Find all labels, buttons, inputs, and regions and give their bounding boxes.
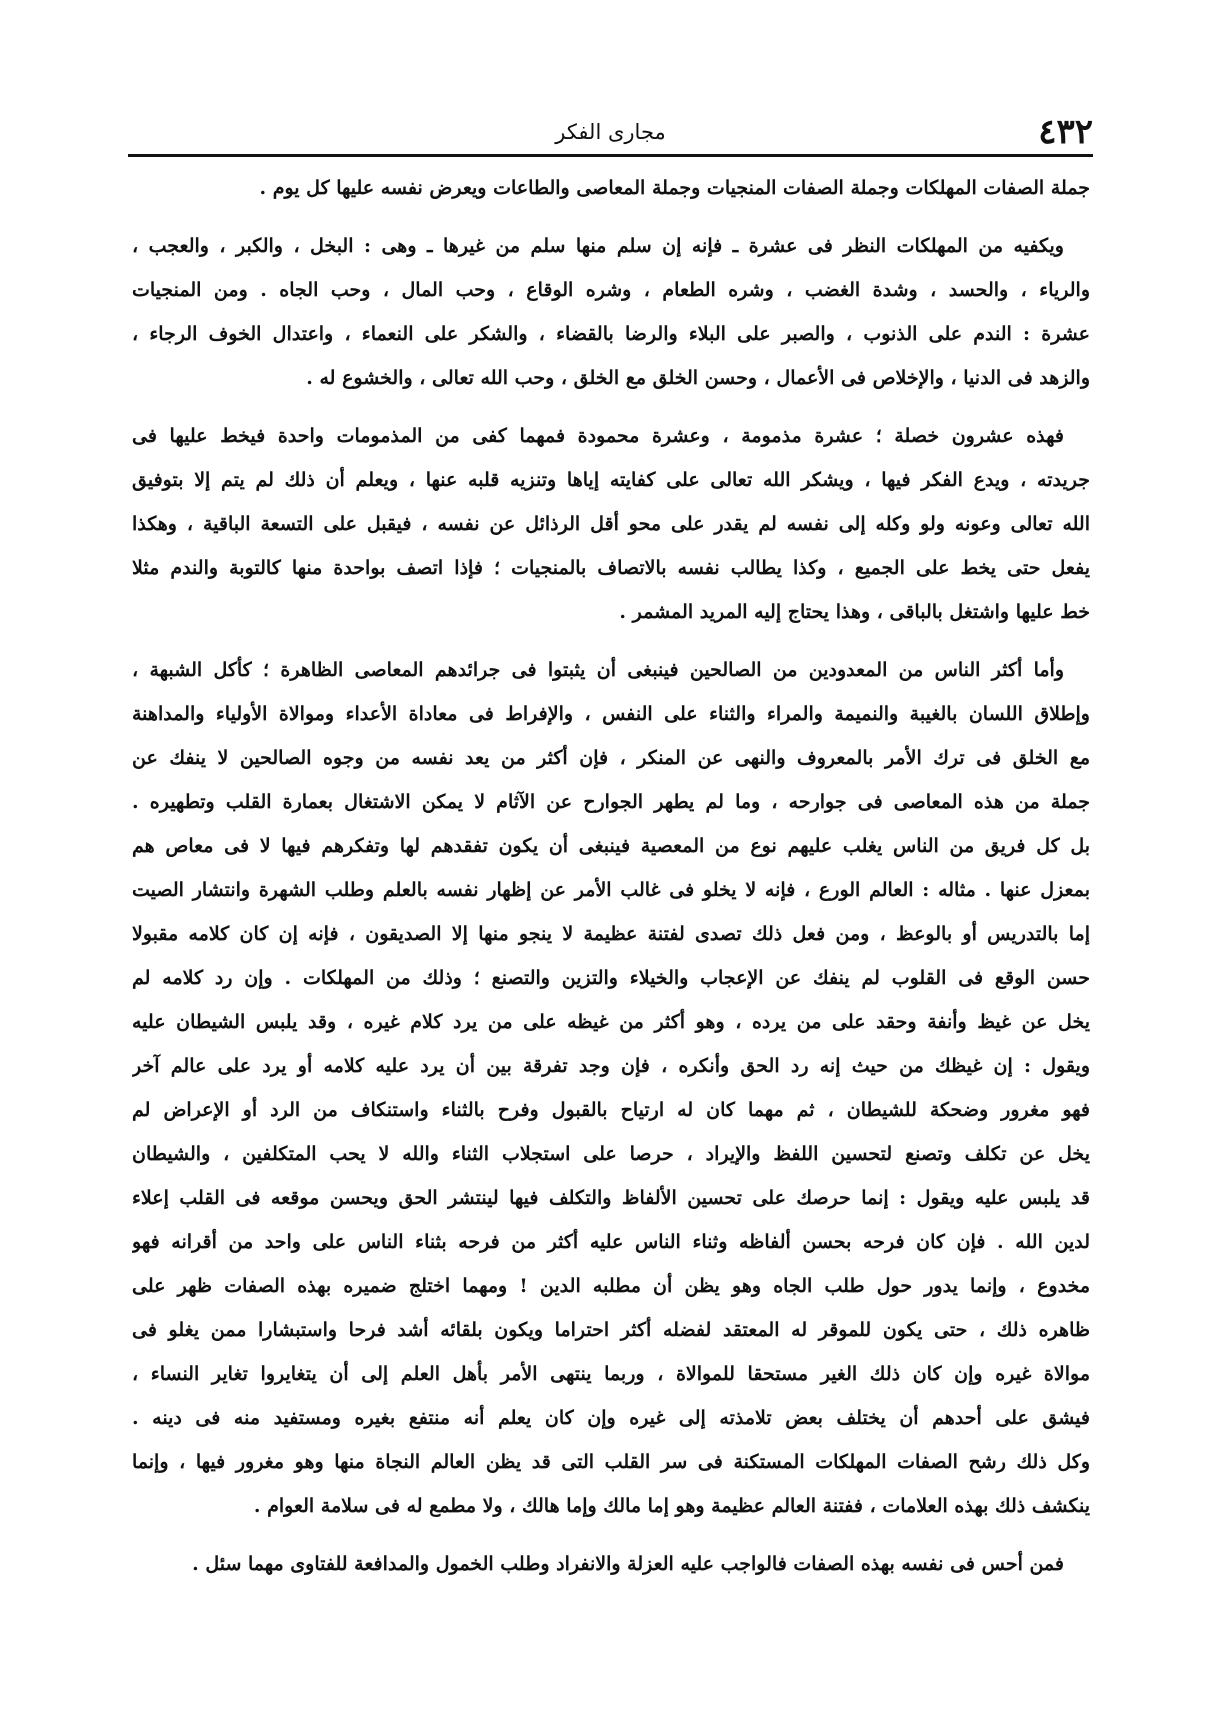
text-line: بمعزل عنها . مثاله : العالم الورع ، فإنه لا يخلو فى غالب الأمر عن إظهار نفسه بالعلم وطلب الشهرة وانتشار الصيت (132, 879, 1090, 901)
text-line: ظاهره ذلك ، حتى يكون للموقر له المعتقد لفضله أكثر احتراما ويكون بلقائه أشد فرحا واستبشارا ممن يغلو فى (132, 1319, 1090, 1341)
text-line: الله تعالى وعونه ولو وكله إلى نفسه لم يقدر على محو أقل الرذائل عن نفسه ، فيقبل على التسعة الباقية ، وهكذا (132, 513, 1090, 535)
text-line: إما بالتدريس أو بالوعظ ، ومن فعل ذلك تصدى لفتنة عظيمة لا ينجو منها إلا الصديقون ، فإنه إن كان كلامه مقبولا (132, 923, 1090, 945)
text-line: والزهد فى الدنيا ، والإخلاص فى الأعمال ، وحسن الخلق مع الخلق ، وحب الله تعالى ، والخشوع له . (306, 367, 1090, 389)
text-line: موالاة غيره وإن كان ذلك الغير مستحقا للموالاة ، وربما ينتهى الأمر بأهل العلم إلى أن يتغايروا تغاير النساء ، (132, 1363, 1090, 1385)
text-line: بل كل فريق من الناس يغلب عليهم نوع من المعصية فينبغى أن يكون تفقدهم لها وتفكرهم فيها لا فى معاص هم (132, 835, 1090, 857)
text-line: قد يلبس عليه ويقول : إنما حرصك على تحسين الألفاظ والتكلف فيها لينتشر الحق ويحسن موقعه فى القلب إعلاء (132, 1187, 1090, 1209)
text-line: والرياء ، والحسد ، وشدة الغضب ، وشره الطعام ، وشره الوقاع ، وحب المال ، وحب الجاه . ومن المنجيات (132, 279, 1090, 301)
text-line: فيشق على أحدهم أن يختلف بعض تلامذته إلى غيره وإن كان يعلم أنه منتفع بغيره ومستفيد منه فى دينه . (132, 1407, 1090, 1429)
text-line: يخل عن غيظ وأنفة وحقد على من يرده ، وهو أكثر من غيظه على من يرد كلام غيره ، وقد يلبس الشيطان عليه (132, 1011, 1090, 1033)
text-line: فهذه عشرون خصلة ؛ عشرة مذمومة ، وعشرة محمودة فمهما كفى من المذمومات واحدة فيخط عليها فى (132, 425, 1064, 447)
text-line: فهو مغرور وضحكة للشيطان ، ثم مهما كان له ارتياح بالقبول وفرح بالثناء واستنكاف من الرد أو الإعراض لم (132, 1099, 1090, 1121)
text-line: ينكشف ذلك بهذه العلامات ، ففتنة العالم عظيمة وهو إما مالك وإما هالك ، ولا مطمع له فى سلامة العوام . (253, 1495, 1090, 1517)
text-line: عشرة : الندم على الذنوب ، والصبر على البلاء والرضا بالقضاء ، والشكر على النعماء ، واعتدال الخوف الرجاء ، (132, 323, 1090, 345)
page-number: ٤٣٢ (1038, 112, 1093, 152)
paragraph (132, 224, 1090, 400)
text-line: خط عليها واشتغل بالباقى ، وهذا يحتاج إليه المريد المشمر . (619, 601, 1090, 623)
text-line: مخدوع ، وإنما يدور حول طلب الجاه وهو يظن أن مطلبه الدين ! ومهما اختلج ضميره بهذه الصفات ظهر على (132, 1275, 1090, 1297)
text-line: حسن الوقع فى القلوب لم ينفك عن الإعجاب والخيلاء والتزين والتصنع ؛ وذلك من المهلكات . وإن رد كلامه لم (132, 967, 1090, 989)
page-header (128, 112, 1093, 152)
text-line: فمن أحس فى نفسه بهذه الصفات فالواجب عليه العزلة والانفراد وطلب الخمول والمدافعة للفتاوى مهما سئل . (192, 1553, 1064, 1575)
text-line: جملة الصفات المهلكات وجملة الصفات المنجيات وجملة المعاصى والطاعات ويعرض نفسه عليها كل يوم . (259, 177, 1090, 199)
paragraph (132, 648, 1090, 1528)
text-line: يخل عن تكلف وتصنع لتحسين اللفظ والإيراد ، حرصا على استجلاب الثناء والله لا يحب المتكلفين ، والشيطان (132, 1143, 1090, 1165)
paragraph (132, 1542, 1090, 1586)
text-line: مع الخلق فى ترك الأمر بالمعروف والنهى عن المنكر ، فإن أكثر من يعد نفسه من وجوه الصالحين لا ينفك عن (132, 747, 1090, 769)
running-title: مجارى الفكر (555, 120, 666, 144)
header-rule (128, 154, 1093, 157)
text-line: وإطلاق اللسان بالغيبة والنميمة والمراء والثناء على النفس ، والإفراط فى معاداة الأعداء وموالاة الأولياء والمداهنة (132, 703, 1090, 725)
paragraph (132, 166, 1090, 210)
text-line: ويقول : إن غيظك من حيث إنه رد الحق وأنكره ، فإن وجد تفرقة بين أن يرد عليه كلامه أو يرد على عالم آخر (132, 1055, 1090, 1077)
text-line: وكل ذلك رشح الصفات المهلكات المستكنة فى سر القلب التى قد يظن العالم النجاة منها وهو مغرور فيها ، وإنما (132, 1451, 1090, 1473)
text-line: جريدته ، ويدع الفكر فيها ، ويشكر الله تعالى على كفايته إياها وتنزيه قلبه عنها ، ويعلم أن ذلك لم يتم إلا بتوفيق (132, 469, 1090, 491)
text-line: وأما أكثر الناس من المعدودين من الصالحين فينبغى أن يثبتوا فى جرائدهم المعاصى الظاهرة ؛ كأكل الشبهة ، (132, 659, 1064, 681)
text-line: جملة من هذه المعاصى فى جوارحه ، وما لم يطهر الجوارح عن الآثام لا يمكن الاشتغال بعمارة القلب وتطهيره . (132, 791, 1090, 813)
page-body (132, 164, 1090, 1600)
paragraph (132, 414, 1090, 634)
text-line: لدين الله . فإن كان فرحه بحسن ألفاظه وثناء الناس عليه أكثر من فرحه بثناء الناس على واحد من أقرانه فهو (132, 1231, 1090, 1253)
text-line: ويكفيه من المهلكات النظر فى عشرة ـ فإنه إن سلم منها سلم من غيرها ـ وهى : البخل ، والكبر ، والعجب ، (132, 235, 1064, 257)
text-line: يفعل حتى يخط على الجميع ، وكذا يطالب نفسه بالاتصاف بالمنجيات ؛ فإذا اتصف بواحدة منها كالتوبة والندم مثلا (132, 557, 1090, 579)
